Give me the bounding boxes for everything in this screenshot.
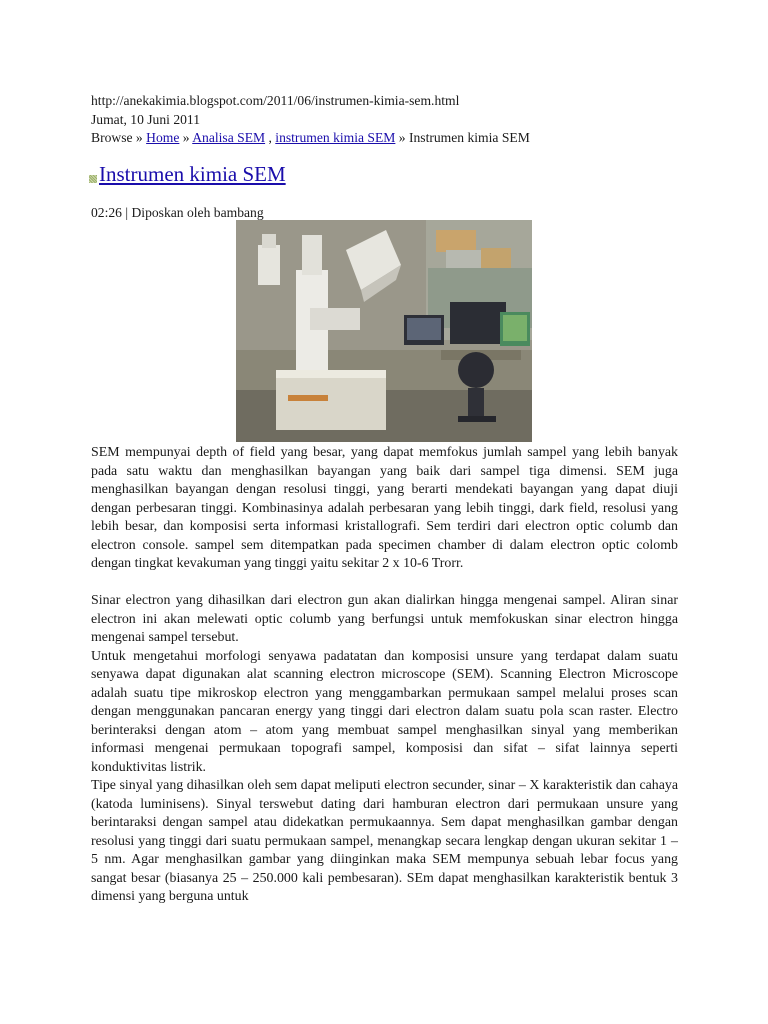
- sem-instrument-photo: [236, 220, 532, 442]
- body-paragraph: Untuk mengetahui morfologi senyawa padatatan dan komposisi unsure yang terdapat dalam suatu senyawa dapat digunakan alat scanning electron microscope (SEM). Scanning Electron Microscope adalah suatu tipe mikroskop electron yang menggambarkan permukaan sampel melalui proses scan dengan menggunakan pancaran energy yang tinggi dari electron dalam suatu pola scan raster. Electro berinteraksi dengan atom – atom yang membuat sampel menghasilkan sinyal yang memberikan informasi mengenai permukaan topografi sampel, komposisi dan sifat – sifat lainnya seperti konduktivitas listrik.: [91, 648, 678, 775]
- post-body: [91, 444, 678, 907]
- body-paragraph: Tipe sinyal yang dihasilkan oleh sem dapat meliputi electron secunder, sinar – X karakteristik dan cahaya (katoda luminisens). Sinyal terswebut dating dari hamburan electron dari permukaan unsure yang berintaraksi dengan sampel atau didekatkan permukaannya. Sem dapat menghasilkan gambar dengan resolusi yang tinggi dari suatu permukaan sampel, menangkap secara lengkap dengan ukuran sekitar 1 – 5 nm. Agar menghasilkan gambar yang diinginkan maka SEM mempunya sebuah lebar focus yang sangat besar (biasanya 25 – 250.000 kali pembesaran). SEm dapat menghasilkan karakteristik bentuk 3 dimensi yang berguna untuk: [91, 778, 678, 904]
- breadcrumb-category-link[interactable]: instrumen kimia SEM: [275, 130, 396, 145]
- post-title-row: [89, 162, 286, 187]
- breadcrumb-separator: »: [179, 130, 193, 145]
- body-paragraph: Sinar electron yang dihasilkan dari electron gun akan dialirkan hingga mengenai sampel. Aliran sinar electron ini akan melewati optic columb yang berfungsi untuk memfokuskan sinar electron hingga mengenai sampel tersebut.: [91, 593, 678, 645]
- breadcrumb-prefix: Browse »: [91, 130, 147, 145]
- post-bullet-icon: [89, 175, 97, 183]
- breadcrumb-category-link[interactable]: Analisa SEM: [192, 130, 266, 145]
- post-byline: 02:26 | Diposkan oleh bambang: [91, 205, 264, 220]
- breadcrumb-home-link[interactable]: Home: [146, 130, 180, 145]
- source-url: http://anekakimia.blogspot.com/2011/06/instrumen-kimia-sem.html: [91, 93, 460, 108]
- breadcrumb: [91, 129, 530, 148]
- breadcrumb-current: Instrumen kimia SEM: [408, 130, 530, 145]
- post-title-link[interactable]: Instrumen kimia SEM: [99, 162, 286, 186]
- post-date: Jumat, 10 Juni 2011: [91, 111, 201, 127]
- post-meta: [91, 92, 530, 148]
- breadcrumb-separator: »: [395, 130, 409, 145]
- body-paragraph: SEM mempunyai depth of field yang besar, yang dapat memfokus jumlah sampel yang lebih banyak pada satu waktu dan menghasilkan bayangan yang baik dari sampel tiga dimensi. SEM juga menghasilkan bayangan dengan resolusi tinggi, yang berarti mendekati bayangan yang dapat diuji dengan perbesaran tinggi. Kombinasinya adalah perbesaran yang lebih tinggi, dark field, resolusi yang lebih besar, dan komposisi serta informasi kristallografi. Sem terdiri dari electron optic columb dan electron console. sampel sem ditempatkan pada specimen chamber di dalam electron optic colomb dengan tingkat kevakuman yang tinggi yaitu sekitar 2 x 10-6 Trorr.: [91, 445, 678, 571]
- breadcrumb-separator: ,: [265, 130, 276, 145]
